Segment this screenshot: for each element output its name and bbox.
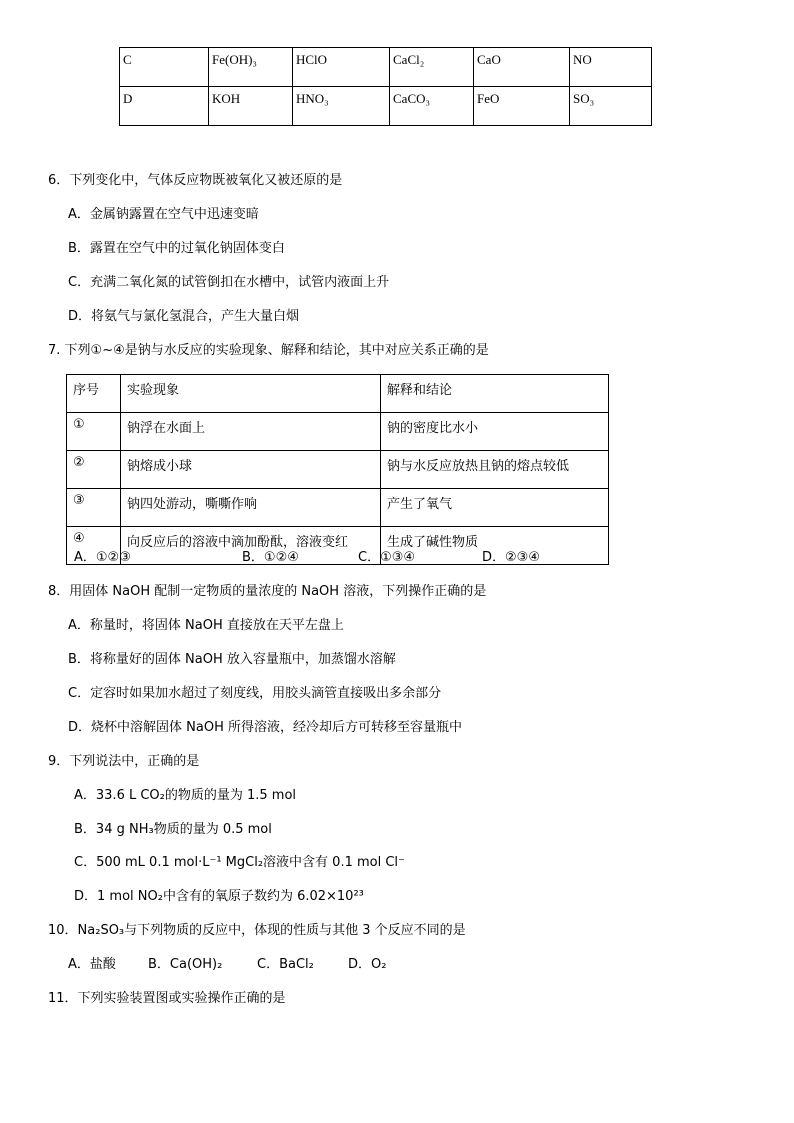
- question-6-stem: 6．下列变化中，气体反应物既被氧化又被还原的是: [48, 173, 343, 188]
- question-10-option-b: B．Ca(OH)₂: [148, 957, 223, 972]
- question-10-option-c: C．BaCl₂: [257, 957, 314, 972]
- table-cell: HClO: [293, 48, 390, 87]
- question-7-option-c: C．①③④: [358, 550, 416, 565]
- table-cell: ②: [67, 451, 121, 489]
- table-cell: CaCO₃: [390, 87, 474, 126]
- question-8-stem: 8．用固体 NaOH 配制一定物质的量浓度的 NaOH 溶液，下列操作正确的是: [48, 584, 487, 599]
- question-9-option-b: B．34 g NH₃物质的量为 0.5 mol: [74, 822, 272, 837]
- question-7-option-a: A．①②③: [74, 550, 131, 565]
- question-9-option-d: D．1 mol NO₂中含有的氧原子数约为 6.02×10²³: [74, 889, 364, 904]
- question-6-option-a: A．金属钠露置在空气中迅速变暗: [68, 207, 259, 222]
- table-cell: KOH: [209, 87, 293, 126]
- question-6-option-c: C．充满二氧化氮的试管倒扣在水槽中，试管内液面上升: [68, 275, 390, 290]
- table-cell: NO: [570, 48, 652, 87]
- table-cell: CaO: [474, 48, 570, 87]
- table-header-row: [67, 375, 609, 413]
- table-cell: 钠四处游动，嘶嘶作响: [121, 489, 381, 527]
- table-row: [67, 451, 609, 489]
- table-cell: ①: [67, 413, 121, 451]
- table-cell: 产生了氧气: [381, 489, 609, 527]
- question-8-option-b: B．将称量好的固体 NaOH 放入容量瓶中，加蒸馏水溶解: [68, 652, 396, 667]
- table-row: [120, 48, 652, 87]
- table-cell: Fe(OH)₃: [209, 48, 293, 87]
- question-6-option-b: B．露置在空气中的过氧化钠固体变白: [68, 241, 285, 256]
- header-cell: 实验现象: [121, 375, 381, 413]
- table-cell: D: [120, 87, 209, 126]
- table-row: [67, 413, 609, 451]
- header-cell: 解释和结论: [381, 375, 609, 413]
- question-9-option-a: A．33.6 L CO₂的物质的量为 1.5 mol: [74, 788, 297, 803]
- question-10-option-a: A．盐酸: [68, 957, 116, 972]
- question-6-option-d: D．将氨气与氯化氢混合，产生大量白烟: [68, 309, 300, 324]
- table-cell: CaCl₂: [390, 48, 474, 87]
- table-cell: 向反应后的溶液中滴加酚酞，溶液变红: [121, 527, 381, 565]
- table-cell: 钠熔成小球: [121, 451, 381, 489]
- table-cell: FeO: [474, 87, 570, 126]
- table-cell: ③: [67, 489, 121, 527]
- question-8-option-c: C．定容时如果加水超过了刻度线，用胶头滴管直接吸出多余部分: [68, 686, 442, 701]
- question-8-option-d: D．烧杯中溶解固体 NaOH 所得溶液，经冷却后方可转移至容量瓶中: [68, 720, 462, 735]
- table-cell: 生成了碱性物质: [381, 527, 609, 565]
- table-cell: ④: [67, 527, 121, 565]
- table-cell: C: [120, 48, 209, 87]
- question-10-option-d: D．O₂: [348, 957, 387, 972]
- question-8-option-a: A．称量时，将固体 NaOH 直接放在天平左盘上: [68, 618, 344, 633]
- table-cell: 钠浮在水面上: [121, 413, 381, 451]
- table-cell: SO₃: [570, 87, 652, 126]
- table-row: [120, 87, 652, 126]
- question-9-option-c: C．500 mL 0.1 mol·L⁻¹ MgCl₂溶液中含有 0.1 mol Cl⁻: [74, 855, 405, 870]
- table-cell: HNO₃: [293, 87, 390, 126]
- table-cell: 钠与水反应放热且钠的熔点较低: [381, 451, 609, 489]
- question-9-stem: 9．下列说法中，正确的是: [48, 754, 200, 769]
- question-11-stem: 11．下列实验装置图或实验操作正确的是: [48, 991, 286, 1006]
- question-10-stem: 10．Na₂SO₃与下列物质的反应中，体现的性质与其他 3 个反应不同的是: [48, 923, 466, 938]
- question-7-option-d: D．②③④: [482, 550, 540, 565]
- header-cell: 序号: [67, 375, 121, 413]
- table-cell: 钠的密度比水小: [381, 413, 609, 451]
- question-7-stem: 7. 下列①~④是钠与水反应的实验现象、解释和结论，其中对应关系正确的是: [48, 343, 489, 358]
- question-7-option-b: B．①②④: [242, 550, 299, 565]
- sodium-water-table: [66, 374, 609, 565]
- classification-table: [119, 47, 652, 126]
- table-row: [67, 489, 609, 527]
